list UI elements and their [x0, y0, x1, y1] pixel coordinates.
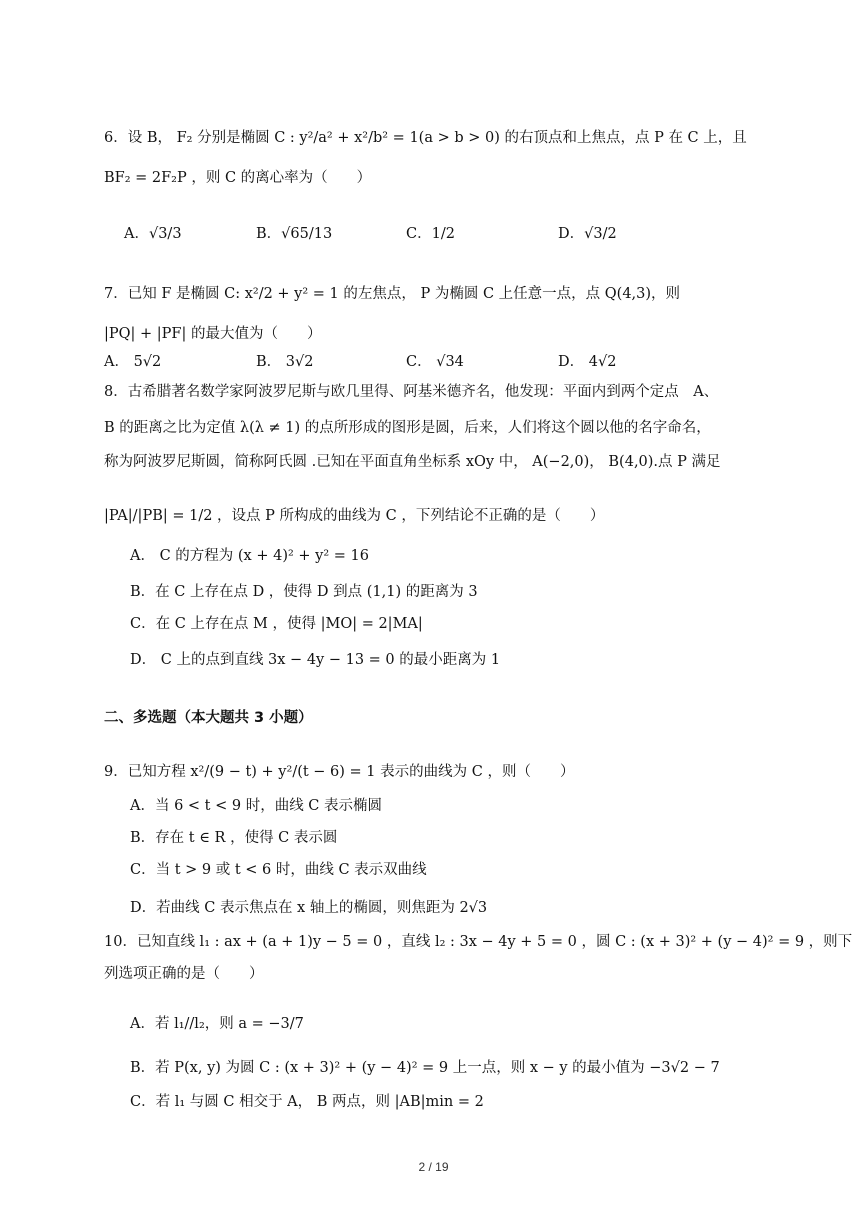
- q9-stem-line1: 9．已知方程 x²/(9 − t) + y²/(t − 6) = 1 表示的曲线为 C ，则（ ）: [104, 764, 575, 780]
- q10-option-a: A．若 l₁//l₂，则 a = −3/7: [130, 1016, 304, 1032]
- q6-option-d: D．√3/2: [558, 226, 617, 242]
- q8-option-a: A． C 的方程为 (x + 4)² + y² = 16: [130, 548, 369, 564]
- q6-option-c: C．1/2: [406, 226, 455, 242]
- q9-option-c: C．当 t > 9 或 t < 6 时，曲线 C 表示双曲线: [130, 862, 427, 878]
- section-title-multiple-choice: 二、多选题（本大题共 3 小题）: [104, 710, 313, 726]
- q8-option-d: D． C 上的点到直线 3x − 4y − 13 = 0 的最小距离为 1: [130, 652, 501, 668]
- q8-stem-line4: |PA|/|PB| = 1/2 ，设点 P 所构成的曲线为 C ，下列结论不正确的是（ ）: [104, 508, 605, 524]
- q10-option-c: C．若 l₁ 与圆 C 相交于 A， B 两点，则 |AB|min = 2: [130, 1094, 484, 1110]
- page-number: 2 / 19: [418, 1160, 449, 1174]
- q10-stem-line1: 10．已知直线 l₁ : ax + (a + 1)y − 5 = 0 ，直线 l₂ : 3x − 4y + 5 = 0 ，圆 C : (x + 3)² + (y − 4)² = 9 ，则下: [104, 934, 853, 950]
- q6-stem-line2: BF₂ = 2F₂P ，则 C 的离心率为（ ）: [104, 170, 372, 186]
- q9-option-d: D．若曲线 C 表示焦点在 x 轴上的椭圆，则焦距为 2√3: [130, 900, 488, 916]
- q7-option-a: A． 5√2: [104, 354, 162, 370]
- q7-option-c: C． √34: [406, 354, 464, 370]
- q6-stem-line1: 6．设 B， F₂ 分别是椭圆 C : y²/a² + x²/b² = 1(a > b > 0) 的右顶点和上焦点，点 P 在 C 上，且: [104, 130, 747, 146]
- q10-stem-line2: 列选项正确的是（ ）: [104, 966, 264, 982]
- q7-option-b: B． 3√2: [256, 354, 314, 370]
- q7-stem-line1: 7．已知 F 是椭圆 C: x²/2 + y² = 1 的左焦点， P 为椭圆 C 上任意一点，点 Q(4,3)，则: [104, 286, 681, 302]
- q8-stem-line3: 称为阿波罗尼斯圆，简称阿氏圆 .已知在平面直角坐标系 xOy 中， A(−2,0)， B(4,0).点 P 满足: [104, 454, 721, 470]
- q8-option-c: C．在 C 上存在点 M ，使得 |MO| = 2|MA|: [130, 616, 423, 632]
- q7-option-d: D． 4√2: [558, 354, 617, 370]
- q7-stem-line2: |PQ| + |PF| 的最大值为（ ）: [104, 326, 322, 342]
- q10-option-b: B．若 P(x, y) 为圆 C : (x + 3)² + (y − 4)² = 9 上一点，则 x − y 的最小值为 −3√2 − 7: [130, 1060, 720, 1076]
- q8-option-b: B．在 C 上存在点 D ，使得 D 到点 (1,1) 的距离为 3: [130, 584, 478, 600]
- q8-stem-line2: B 的距离之比为定值 λ(λ ≠ 1) 的点所形成的图形是圆，后来，人们将这个圆以他的名字命名，: [104, 420, 711, 436]
- q8-stem-line1: 8．古希腊著名数学家阿波罗尼斯与欧几里得、阿基米德齐名，他发现：平面内到两个定点 A、: [104, 384, 719, 400]
- q6-option-b: B．√65/13: [256, 226, 333, 242]
- q9-option-b: B．存在 t ∈ R ，使得 C 表示圆: [130, 830, 338, 846]
- q6-option-a: A．√3/3: [124, 226, 182, 242]
- q9-option-a: A．当 6 < t < 9 时，曲线 C 表示椭圆: [130, 798, 383, 814]
